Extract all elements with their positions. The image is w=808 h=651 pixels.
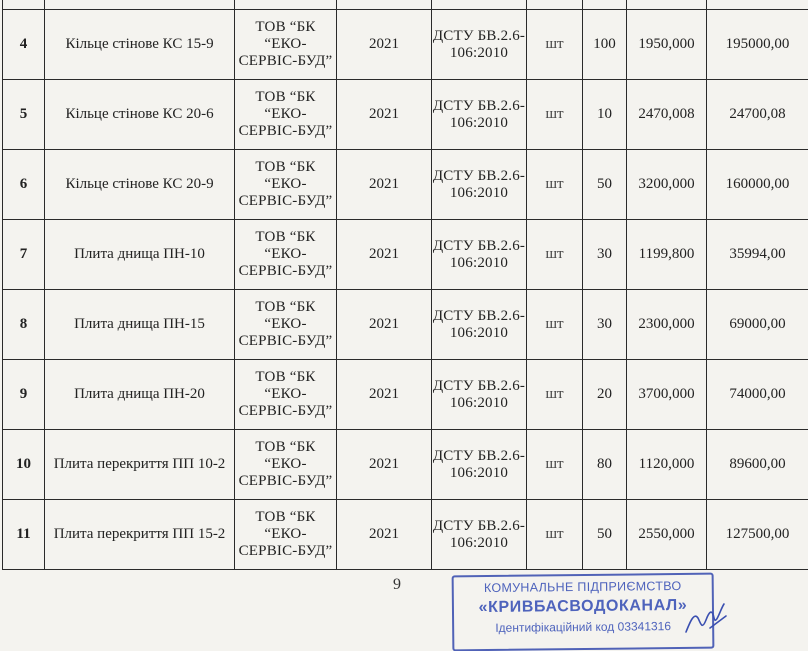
quantity: 80 xyxy=(583,430,627,500)
product-name: Кільце стінове КС 20-6 xyxy=(45,80,235,150)
product-name: Плита днища ПН-10 xyxy=(45,220,235,290)
unit-price: 2470,008 xyxy=(627,80,707,150)
unit-price: 2550,000 xyxy=(627,500,707,570)
page-number: 9 xyxy=(393,576,401,594)
unit-price: 2300,000 xyxy=(627,290,707,360)
unit: шт xyxy=(527,10,583,80)
total-amount: 35994,00 xyxy=(707,220,808,290)
quantity: 50 xyxy=(583,500,627,570)
row-number: 10 xyxy=(3,430,45,500)
product-name: Плита днища ПН-15 xyxy=(45,290,235,360)
stamp-line-1: КОМУНАЛЬНЕ ПІДПРИЄМСТВО xyxy=(454,579,712,596)
unit: шт xyxy=(527,290,583,360)
standard: ДСТУ БВ.2.6-106:2010 xyxy=(432,80,527,150)
standard: ДСТУ БВ.2.6-106:2010 xyxy=(432,360,527,430)
table-body xyxy=(3,0,808,570)
year: 2021 xyxy=(337,220,432,290)
standard: ДСТУ БВ.2.6-106:2010 xyxy=(432,290,527,360)
total-amount: 160000,00 xyxy=(707,150,808,220)
standard: ДСТУ БВ.2.6-106:2010 xyxy=(432,500,527,570)
unit-price: 1950,000 xyxy=(627,10,707,80)
table-row-5 xyxy=(3,80,808,150)
standard: ДСТУ БВ.2.6-106:2010 xyxy=(432,10,527,80)
unit-price: 1120,000 xyxy=(627,430,707,500)
table-row-6 xyxy=(3,150,808,220)
table-row-11 xyxy=(3,500,808,570)
supplier: ТОВ “БК “ЕКО-СЕРВІС-БУД” xyxy=(235,500,337,570)
supplier: ТОВ “БК “ЕКО-СЕРВІС-БУД” xyxy=(235,150,337,220)
table-row-9 xyxy=(3,360,808,430)
product-name: Кільце стінове КС 15-9 xyxy=(45,10,235,80)
year: 2021 xyxy=(337,290,432,360)
quantity: 30 xyxy=(583,290,627,360)
standard: ДСТУ БВ.2.6-106:2010 xyxy=(432,150,527,220)
total-amount: 74000,00 xyxy=(707,360,808,430)
year: 2021 xyxy=(337,80,432,150)
table-row-7 xyxy=(3,220,808,290)
product-name: Плита днища ПН-20 xyxy=(45,360,235,430)
year: 2021 xyxy=(337,360,432,430)
product-name: Плита перекриття ПП 10-2 xyxy=(45,430,235,500)
organization-stamp xyxy=(452,573,715,651)
products-table xyxy=(2,0,808,570)
table-row-10 xyxy=(3,430,808,500)
year: 2021 xyxy=(337,150,432,220)
row-number: 5 xyxy=(3,80,45,150)
supplier: ТОВ “БК “ЕКО-СЕРВІС-БУД” xyxy=(235,290,337,360)
supplier: ТОВ “БК “ЕКО-СЕРВІС-БУД” xyxy=(235,360,337,430)
standard: ДСТУ БВ.2.6-106:2010 xyxy=(432,430,527,500)
supplier: ТОВ “БК “ЕКО-СЕРВІС-БУД” xyxy=(235,80,337,150)
supplier: ТОВ “БК “ЕКО-СЕРВІС-БУД” xyxy=(235,430,337,500)
unit: шт xyxy=(527,80,583,150)
unit-price: 3200,000 xyxy=(627,150,707,220)
total-amount: 195000,00 xyxy=(707,10,808,80)
year: 2021 xyxy=(337,430,432,500)
quantity: 30 xyxy=(583,220,627,290)
unit: шт xyxy=(527,430,583,500)
total-amount: 89600,00 xyxy=(707,430,808,500)
table-row-4 xyxy=(3,10,808,80)
quantity: 20 xyxy=(583,360,627,430)
unit: шт xyxy=(527,360,583,430)
row-number: 7 xyxy=(3,220,45,290)
signature-mark xyxy=(682,598,732,638)
unit: шт xyxy=(527,220,583,290)
row-number: 9 xyxy=(3,360,45,430)
unit: шт xyxy=(527,500,583,570)
quantity: 50 xyxy=(583,150,627,220)
total-amount: 69000,00 xyxy=(707,290,808,360)
quantity: 10 xyxy=(583,80,627,150)
unit-price: 3700,000 xyxy=(627,360,707,430)
year: 2021 xyxy=(337,10,432,80)
row-number: 4 xyxy=(3,10,45,80)
total-amount: 24700,08 xyxy=(707,80,808,150)
quantity: 100 xyxy=(583,10,627,80)
row-number: 6 xyxy=(3,150,45,220)
table-row-8 xyxy=(3,290,808,360)
stamp-line-2: «КРИВБАСВОДОКАНАЛ» xyxy=(454,597,712,618)
supplier: ТОВ “БК “ЕКО-СЕРВІС-БУД” xyxy=(235,10,337,80)
unit-price: 1199,800 xyxy=(627,220,707,290)
product-name: Плита перекриття ПП 15-2 xyxy=(45,500,235,570)
unit: шт xyxy=(527,150,583,220)
total-amount: 127500,00 xyxy=(707,500,808,570)
stamp-line-3: Ідентифікаційний код 03341316 xyxy=(454,619,712,636)
row-number: 8 xyxy=(3,290,45,360)
standard: ДСТУ БВ.2.6-106:2010 xyxy=(432,220,527,290)
table-row-top-edge xyxy=(3,0,808,10)
supplier: ТОВ “БК “ЕКО-СЕРВІС-БУД” xyxy=(235,220,337,290)
year: 2021 xyxy=(337,500,432,570)
row-number: 11 xyxy=(3,500,45,570)
product-name: Кільце стінове КС 20-9 xyxy=(45,150,235,220)
